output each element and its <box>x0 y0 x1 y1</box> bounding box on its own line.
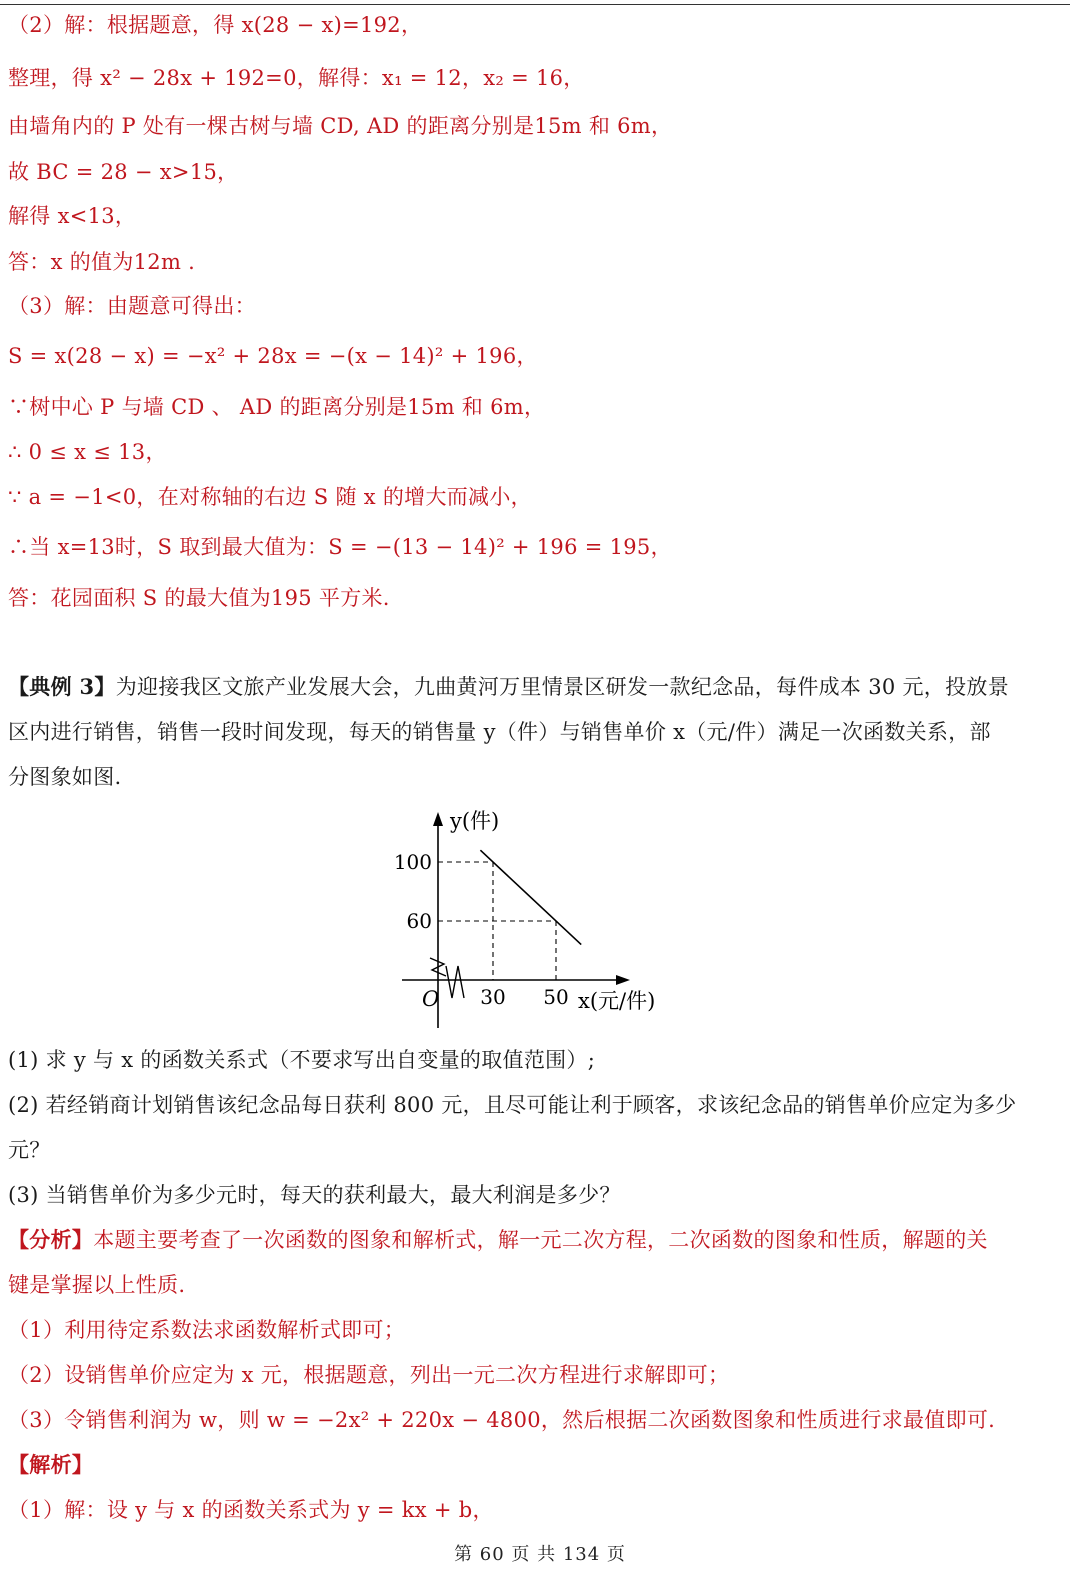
part2-line-1: （2）解：根据题意，得 x(28 − x)=192， <box>8 13 423 37</box>
part3-line-4: ∴ 0 ≤ x ≤ 13， <box>8 440 167 464</box>
example3-text-1: 为迎接我区文旅产业发展大会，九曲黄河万里情景区研发一款纪念品，每件成本 30 元，投放景 <box>115 675 1010 699</box>
analysis-point-1: （1）利用待定系数法求函数解析式即可； <box>8 1318 406 1342</box>
y-axis-arrow <box>433 812 443 826</box>
question-2: (2) 若经销商计划销售该纪念品每日获利 800 元，且尽可能让利于顾客，求该纪念品的销售单价应定为多少 <box>8 1093 1017 1117</box>
part2-line-5: 解得 x<13， <box>8 204 137 228</box>
y-axis-label: y(件) <box>450 809 500 833</box>
part3-line-5: ∵ a = −1<0，在对称轴的右边 S 随 x 的增大而减小， <box>8 485 532 509</box>
series-line <box>480 850 581 944</box>
x-tick-50: 50 <box>543 985 569 1009</box>
page-footer: 第 60 页 共 134 页 <box>454 1544 626 1565</box>
x-axis-label: x(元/件) <box>578 989 656 1013</box>
analysis-tag: 【分析】 <box>8 1227 94 1252</box>
x-axis-break <box>446 966 464 998</box>
part3-line-3: ∵树中心 P 与墙 CD 、 AD 的距离分别是15m 和 6m， <box>8 395 546 419</box>
example3-line-2: 区内进行销售，销售一段时间发现，每天的销售量 y（件）与销售单价 x（元/件）满足一次函数关系，部 <box>8 720 991 744</box>
jiexi-tag: 【解析】 <box>8 1452 94 1477</box>
sales-chart <box>380 800 700 1040</box>
part3-line-2: S = x(28 − x) = −x² + 28x = −(x − 14)² + 196， <box>8 344 538 368</box>
part3-answer: 答：花园面积 S 的最大值为195 平方米. <box>8 586 390 610</box>
question-3: (3) 当销售单价为多少元时，每天的获利最大，最大利润是多少？ <box>8 1183 621 1207</box>
part2-line-4: 故 BC = 28 − x>15， <box>8 160 239 184</box>
y-tick-60: 60 <box>406 909 432 933</box>
analysis-line-1 <box>8 1225 1070 1255</box>
analysis-text-1: 本题主要考查了一次函数的图象和解析式，解一元二次方程，二次函数的图象和性质，解题的关 <box>93 1228 988 1252</box>
part3-line-6: ∴当 x=13时，S 取到最大值为：S = −(13 − 14)² + 196 = 195， <box>8 535 672 559</box>
top-rule <box>0 4 1070 5</box>
analysis-point-2: （2）设销售单价应定为 x 元，根据题意，列出一元二次方程进行求解即可； <box>8 1363 730 1387</box>
question-2-cont: 元？ <box>8 1138 51 1162</box>
x-axis-arrow <box>616 975 630 985</box>
part3-line-1: （3）解：由题意可得出： <box>8 294 256 318</box>
y-axis-break <box>430 958 446 976</box>
part2-line-2: 整理，得 x² − 28x + 192=0，解得：x₁ = 12，x₂ = 16， <box>8 66 585 90</box>
question-1: (1) 求 y 与 x 的函数关系式（不要求写出自变量的取值范围）; <box>8 1048 596 1072</box>
origin-label: O <box>422 987 440 1011</box>
part2-answer: 答：x 的值为12m . <box>8 250 196 274</box>
part2-line-3: 由墙角内的 P 处有一棵古树与墙 CD, AD 的距离分别是15m 和 6m， <box>8 114 673 138</box>
analysis-line-2: 键是掌握以上性质. <box>8 1273 186 1297</box>
x-tick-30: 30 <box>480 985 506 1009</box>
y-tick-100: 100 <box>393 850 432 874</box>
example3-line-3: 分图象如图. <box>8 765 122 789</box>
example3-tag: 【典例 3】 <box>8 674 116 699</box>
jiexi-line-1: （1）解：设 y 与 x 的函数关系式为 y = kx + b， <box>8 1498 494 1522</box>
example3-line-1 <box>8 672 1070 702</box>
analysis-point-3: （3）令销售利润为 w，则 w = −2x² + 220x − 4800，然后根据二次函数图象和性质进行求最值即可. <box>8 1408 996 1432</box>
